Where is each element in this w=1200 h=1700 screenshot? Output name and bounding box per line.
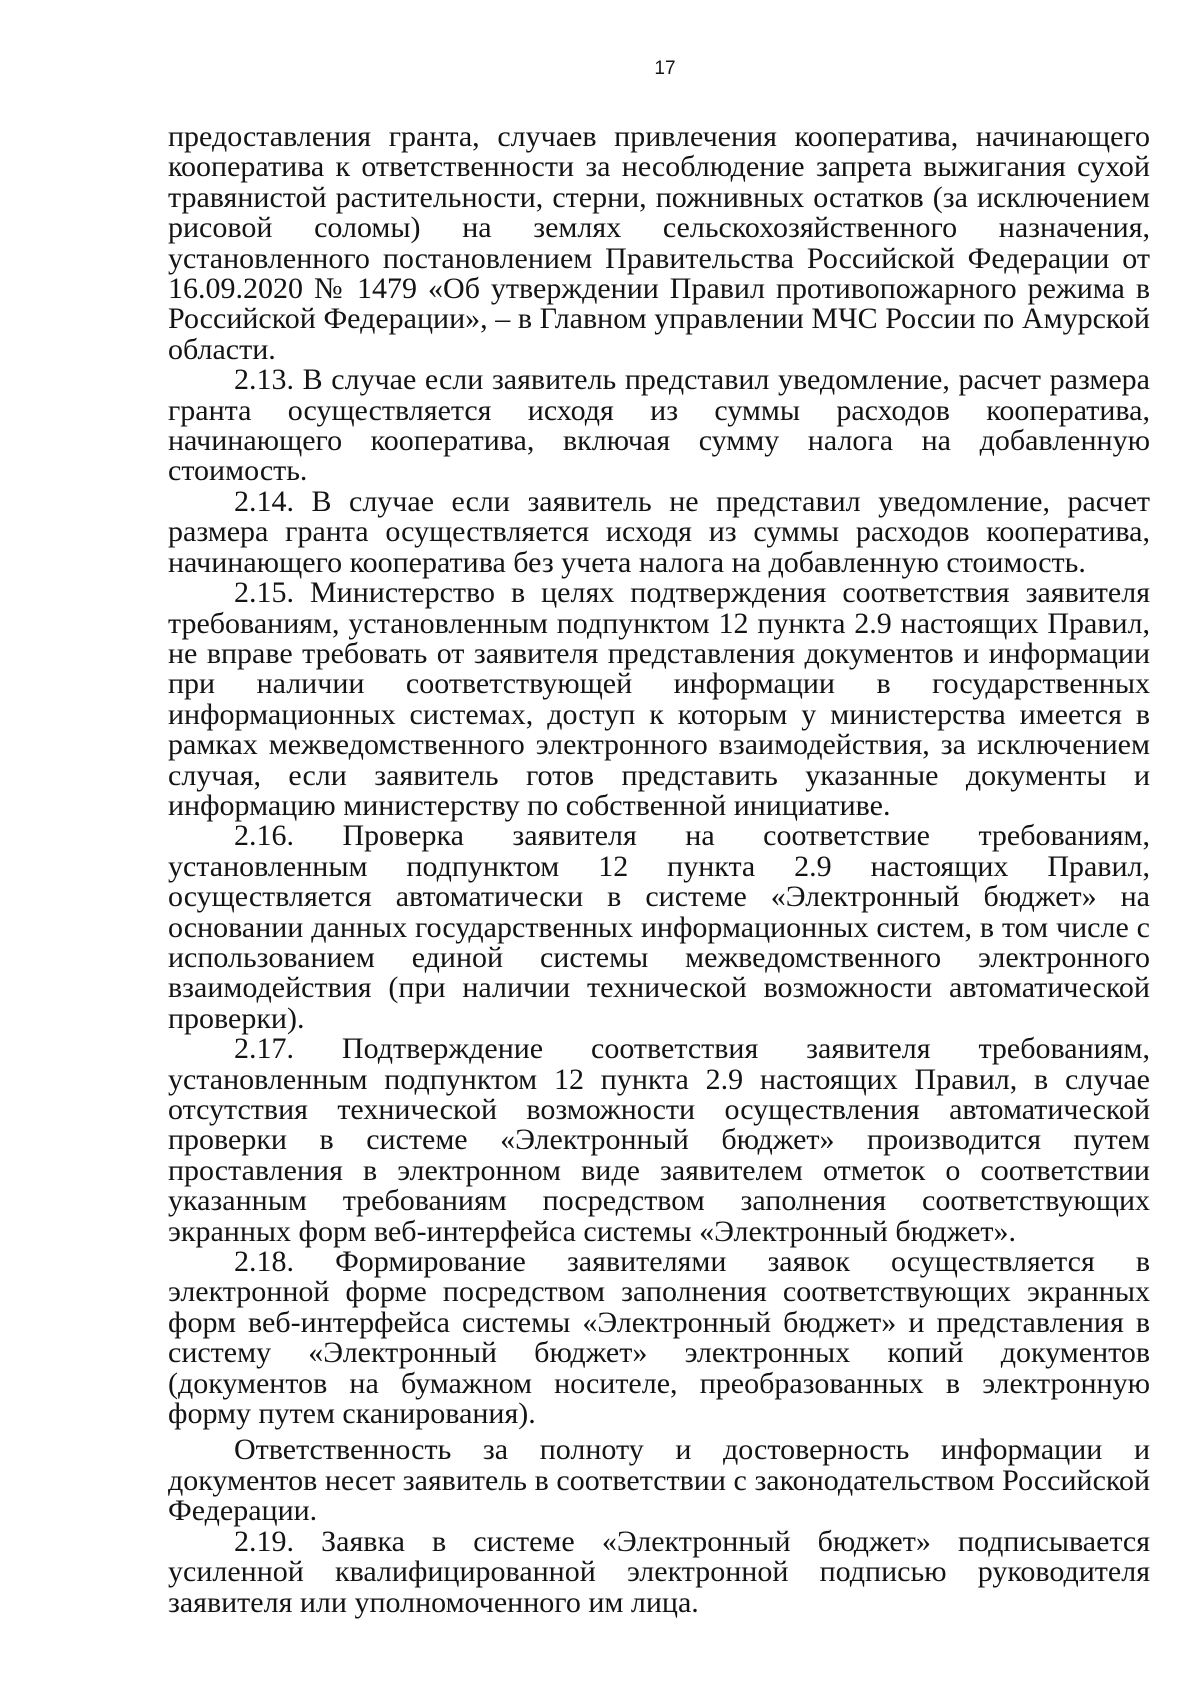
paragraph-2-14: 2.14. В случае если заявитель не представил уведомление, расчет размера гранта осуществляется исходя из суммы расходов кооператива, начинающего кооператива без учета налога на добавленную стоимость.: [168, 484, 1150, 579]
paragraph-2-18: 2.18. Формирование заявителями заявок осуществляется в электронной форме посредством заполнения соответствующих экранных форм веб-интерфейса системы «Электронный бюджет» и представления в систему «Электронный бюджет» электронных копий документов (документов на бумажном носителе, преобразованных в электронную форму путем сканирования).: [168, 1245, 1150, 1431]
paragraph-continuation: предоставления гранта, случаев привлечения кооператива, начинающего кооператива к ответственности за несоблюдение запрета выжигания сухой травянистой растительности, стерни, пожнивных остатков (за исключением рисовой соломы) на землях сельскохозяйственного назначения, установленного постановлением Правительства Российской Федерации от 16.09.2020 № 1479 «Об утверждении Правил противопожарного режима в Российской Федерации», – в Главном управлении МЧС России по Амурской области.: [168, 120, 1150, 366]
paragraph-2-15: 2.15. Министерство в целях подтверждения соответствия заявителя требованиям, установленным подпунктом 12 пункта 2.9 настоящих Правил, не вправе требовать от заявителя представления документов и информации при наличии соответствующей информации в государственных информационных системах, доступ к которым у министерства имеется в рамках межведомственного электронного взаимодействия, за исключением случая, если заявитель готов представить указанные документы и информацию министерству по собственной инициативе.: [168, 576, 1150, 822]
paragraph-2-13: 2.13. В случае если заявитель представил уведомление, расчет размера гранта осуществляется исходя из суммы расходов кооператива, начинающего кооператива, включая сумму налога на добавленную стоимость.: [168, 363, 1150, 488]
page-number: 17: [654, 58, 676, 79]
paragraph-2-17: 2.17. Подтверждение соответствия заявителя требованиям, установленным подпунктом 12 пункта 2.9 настоящих Правил, в случае отсутствия технической возможности осуществления автоматической проверки в системе «Электронный бюджет» производится путем проставления в электронном виде заявителем отметок о соответствии указанным требованиям посредством заполнения соответствующих экранных форм веб-интерфейса системы «Электронный бюджет».: [168, 1032, 1150, 1248]
paragraph-2-16: 2.16. Проверка заявителя на соответствие требованиям, установленным подпунктом 12 пункта 2.9 настоящих Правил, осуществляется автоматически в системе «Электронный бюджет» на основании данных государственных информационных систем, в том числе с использованием единой системы межведомственного электронного взаимодействия (при наличии технической возможности автоматической проверки).: [168, 819, 1150, 1035]
paragraph-responsibility: Ответственность за полноту и достоверность информации и документов несет заявитель в соответствии с законодательством Российской Федерации.: [168, 1433, 1150, 1528]
paragraph-2-19: 2.19. Заявка в системе «Электронный бюджет» подписывается усиленной квалифицированной электронной подписью руководителя заявителя или уполномоченного им лица.: [168, 1524, 1150, 1619]
